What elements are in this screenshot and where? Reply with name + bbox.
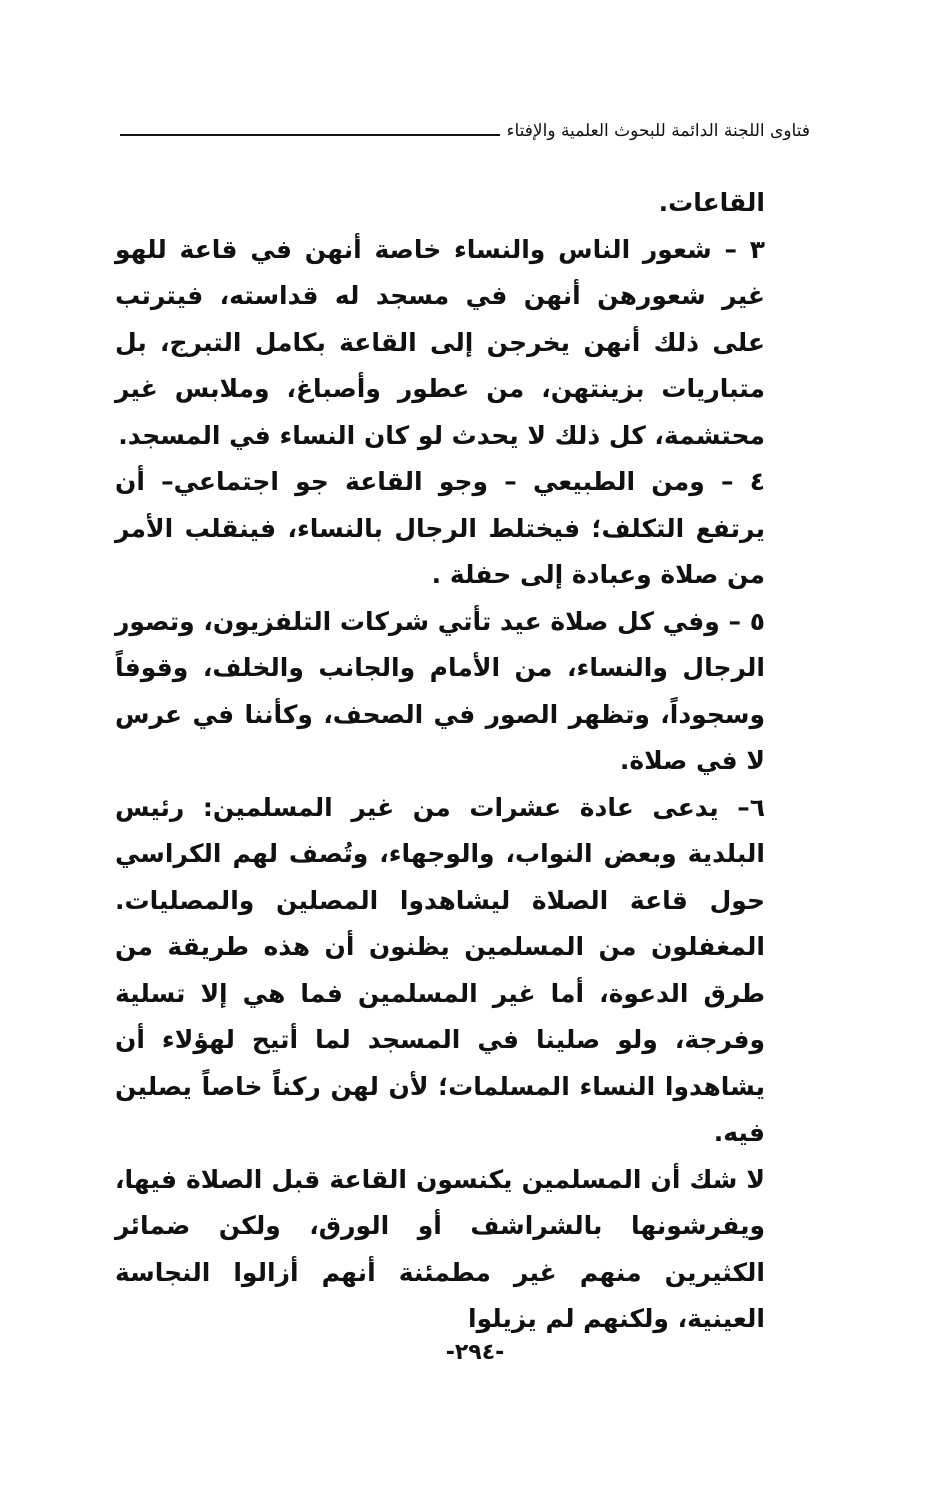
page-number: -٢٩٤- bbox=[445, 1340, 505, 1365]
running-header bbox=[120, 112, 810, 142]
paragraph-closing: لا شك أن المسلمين يكنسون القاعة قبل الصلاة فيها، ويفرشونها بالشراشف أو الورق، ولكن ضمائر الكثيرين منهم غير مطمئنة أنهم أزالوا النجاسة العينية، ولكنهم لم يزيلوا bbox=[115, 1164, 765, 1333]
paragraph-point-5: ٥ – وفي كل صلاة عيد تأتي شركات التلفزيون، وتصور الرجال والنساء، من الأمام والجانب والخلف، وقوفاً وسجوداً، وتظهر الصور في الصحف، وكأننا في عرس لا في صلاة. bbox=[115, 606, 765, 775]
paragraph-point-4: ٤ – ومن الطبيعي – وجو القاعة جو اجتماعي– أن يرتفع التكلف؛ فيختلط الرجال بالنساء، فينقلب الأمر من صلاة وعبادة إلى حفلة . bbox=[115, 467, 765, 589]
paragraph-point-3: ٣ – شعور الناس والنساء خاصة أنهن في قاعة للهو غير شعورهن أنهن في مسجد له قداسته، فيترتب على ذلك أنهن يخرجن إلى القاعة بكامل التبرج، بل متباريات بزينتهن، من عطور وأصباغ، وملابس غير محتشمة، كل ذلك لا يحدث لو كان النساء في المسجد. bbox=[115, 234, 765, 450]
header-rule bbox=[120, 134, 500, 136]
book-title: فتاوى اللجنة الدائمة للبحوث العلمية والإفتاء bbox=[506, 121, 810, 141]
paragraph-continuation: القاعات. bbox=[658, 188, 765, 217]
body-text bbox=[115, 180, 765, 1343]
paragraph-point-6: ٦– يدعى عادة عشرات من غير المسلمين: رئيس البلدية وبعض النواب، والوجهاء، وتُصف لهم الكراسي حول قاعة الصلاة ليشاهدوا المصلين والمصليات. المغفلون من المسلمين يظنون أن هذه طريقة من طرق الدعوة، أما غير المسلمين فما هي إلا تسلية وفرجة، ولو صلينا في المسجد لما أتيح لهؤلاء أن يشاهدوا النساء المسلمات؛ لأن لهن ركناً خاصاً يصلين فيه. bbox=[115, 792, 765, 1147]
